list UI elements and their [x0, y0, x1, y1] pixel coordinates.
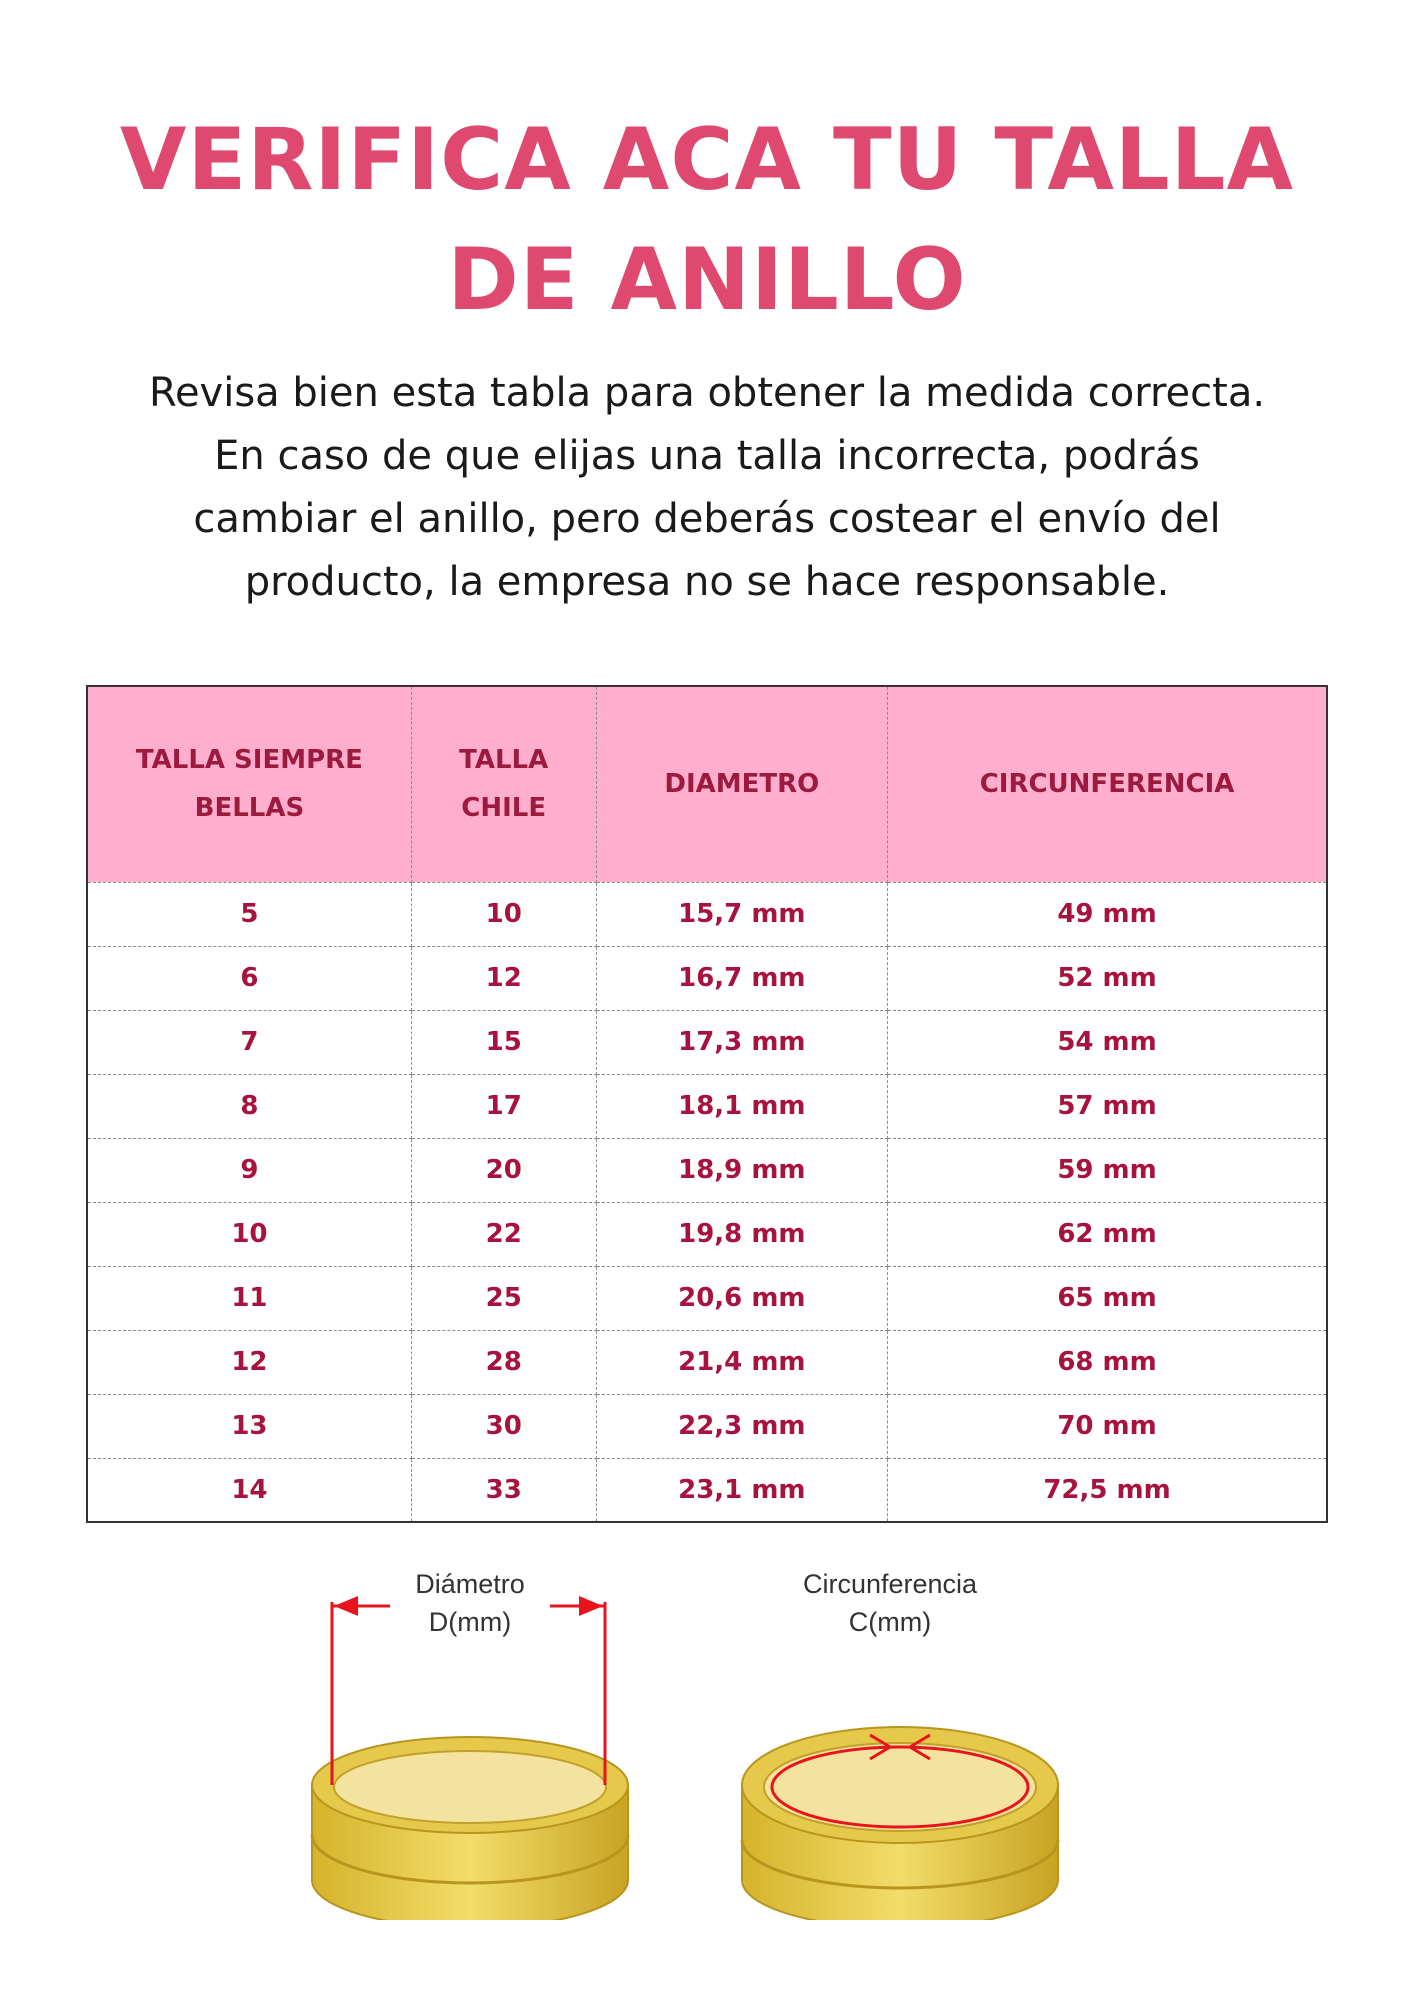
- intro-line-1: Revisa bien esta tabla para obtener la medida correcta.: [148, 370, 1266, 416]
- table-row: [87, 1138, 1327, 1202]
- table-row: [87, 946, 1327, 1010]
- circunferencia-cell: 72,5 mm: [888, 1458, 1327, 1522]
- circunferencia-cell: 68 mm: [888, 1330, 1327, 1394]
- talla-chile-cell: 17: [411, 1074, 596, 1138]
- talla-chile-cell: 22: [411, 1202, 596, 1266]
- table-row: [87, 1330, 1327, 1394]
- circunferencia-cell: 57 mm: [888, 1074, 1327, 1138]
- talla-siempre-bellas-cell: 7: [87, 1010, 411, 1074]
- diametro-cell: 20,6 mm: [596, 1266, 888, 1330]
- header-text: TALLA SIEMPRE: [135, 745, 363, 776]
- talla-siempre-bellas-cell: 11: [87, 1266, 411, 1330]
- header-talla-chile: [411, 686, 596, 882]
- ring-size-table: [86, 685, 1328, 1523]
- diameter-label-line-2: D(mm): [428, 1607, 512, 1637]
- circunferencia-cell: 65 mm: [888, 1266, 1327, 1330]
- table-row: [87, 1202, 1327, 1266]
- table-row: [87, 1266, 1327, 1330]
- intro-paragraph: [100, 362, 1314, 614]
- talla-chile-cell: 15: [411, 1010, 596, 1074]
- header-text: TALLA: [459, 745, 549, 776]
- table-row: [87, 1010, 1327, 1074]
- header-text: CIRCUNFERENCIA: [979, 769, 1235, 800]
- diametro-cell: 16,7 mm: [596, 946, 888, 1010]
- diametro-cell: 22,3 mm: [596, 1394, 888, 1458]
- page-title: [0, 100, 1414, 340]
- header-diametro: [596, 686, 888, 882]
- diameter-label-line-1: Diámetro: [415, 1569, 525, 1599]
- talla-siempre-bellas-cell: 9: [87, 1138, 411, 1202]
- circunferencia-cell: 52 mm: [888, 946, 1327, 1010]
- talla-chile-cell: 33: [411, 1458, 596, 1522]
- header-text: BELLAS: [194, 793, 305, 824]
- diametro-cell: 19,8 mm: [596, 1202, 888, 1266]
- title-line-1: VERIFICA ACA TU TALLA: [119, 110, 1295, 210]
- table-row: [87, 1394, 1327, 1458]
- talla-siempre-bellas-cell: 13: [87, 1394, 411, 1458]
- diametro-cell: 17,3 mm: [596, 1010, 888, 1074]
- talla-siempre-bellas-cell: 14: [87, 1458, 411, 1522]
- circunferencia-cell: 49 mm: [888, 882, 1327, 946]
- circunferencia-cell: 59 mm: [888, 1138, 1327, 1202]
- table-row: [87, 882, 1327, 946]
- header-talla-siempre-bellas: [87, 686, 411, 882]
- talla-siempre-bellas-cell: 5: [87, 882, 411, 946]
- talla-siempre-bellas-cell: 8: [87, 1074, 411, 1138]
- diametro-cell: 21,4 mm: [596, 1330, 888, 1394]
- header-circunferencia: [888, 686, 1327, 882]
- header-text: CHILE: [461, 793, 547, 824]
- circumference-label-line-1: Circunferencia: [802, 1569, 978, 1599]
- circunferencia-cell: 70 mm: [888, 1394, 1327, 1458]
- talla-chile-cell: 20: [411, 1138, 596, 1202]
- talla-siempre-bellas-cell: 12: [87, 1330, 411, 1394]
- table-row: [87, 1074, 1327, 1138]
- talla-chile-cell: 30: [411, 1394, 596, 1458]
- circunferencia-cell: 54 mm: [888, 1010, 1327, 1074]
- talla-chile-cell: 25: [411, 1266, 596, 1330]
- diametro-cell: 18,1 mm: [596, 1074, 888, 1138]
- circunferencia-cell: 62 mm: [888, 1202, 1327, 1266]
- diametro-cell: 18,9 mm: [596, 1138, 888, 1202]
- talla-chile-cell: 28: [411, 1330, 596, 1394]
- intro-line-2: En caso de que elijas una talla incorrecta, podrás: [214, 433, 1200, 479]
- talla-chile-cell: 12: [411, 946, 596, 1010]
- diametro-cell: 15,7 mm: [596, 882, 888, 946]
- intro-line-4: producto, la empresa no se hace responsable.: [244, 559, 1170, 605]
- table-header-row: [87, 686, 1327, 882]
- title-line-2: DE ANILLO: [447, 230, 967, 330]
- talla-chile-cell: 10: [411, 882, 596, 946]
- header-text: DIAMETRO: [664, 769, 820, 800]
- talla-siempre-bellas-cell: 6: [87, 946, 411, 1010]
- intro-line-3: cambiar el anillo, pero deberás costear el envío del: [193, 496, 1221, 542]
- circumference-label-line-2: C(mm): [848, 1607, 932, 1637]
- gold-ring-image: [742, 1727, 1058, 1920]
- talla-siempre-bellas-cell: 10: [87, 1202, 411, 1266]
- ring-diameter-illustration: [300, 1590, 640, 1920]
- table-row: [87, 1458, 1327, 1522]
- circumference-label: [770, 1565, 1010, 1641]
- diametro-cell: 23,1 mm: [596, 1458, 888, 1522]
- ring-circumference-illustration: [730, 1690, 1070, 1920]
- gold-ring-image: [312, 1737, 628, 1920]
